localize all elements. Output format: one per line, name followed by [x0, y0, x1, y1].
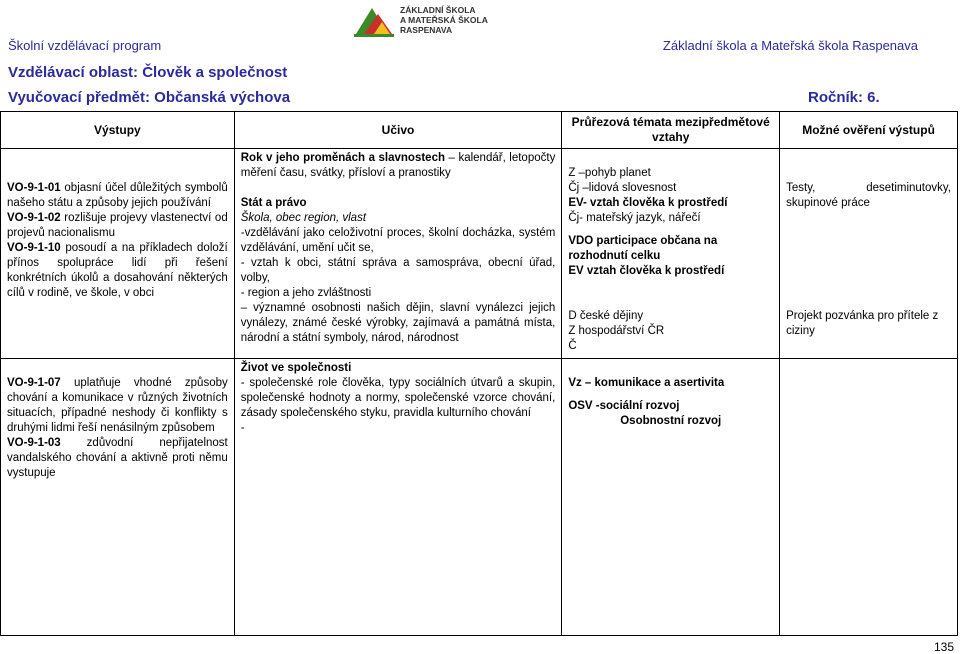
themes-cell	[562, 359, 780, 636]
theme-item: VDO participace občana na rozhodnutí celku	[568, 235, 718, 262]
col-header-themes: Průřezová témata mezipředmětové vztahy	[562, 112, 780, 149]
logo-text	[400, 5, 488, 35]
page-number: 135	[933, 640, 954, 654]
content-heading: Život ve společnosti	[240, 362, 352, 374]
program-name: Školní vzdělávací program	[8, 38, 162, 53]
content-line: - vztah k obci, státní správa a samospráva, obecní úřad, volby,	[240, 257, 556, 284]
content-line: -	[240, 422, 245, 434]
verification-cell	[780, 149, 958, 359]
curriculum-table	[0, 111, 958, 636]
table-row	[1, 359, 958, 636]
table-header-row	[1, 112, 958, 149]
content-cell	[234, 149, 562, 359]
subject-title: Vyučovací předmět: Občanská výchova	[8, 89, 291, 106]
col-header-verification: Možné ověření výstupů	[780, 112, 958, 149]
content-heading: Stát a právo	[240, 197, 307, 209]
outputs-cell	[1, 359, 235, 636]
content-line: - region a jeho zvláštnosti	[240, 287, 372, 299]
verification-item: Testy, desetiminutovky, skupinové práce	[786, 182, 951, 209]
theme-item: Osobnostní rozvoj	[620, 415, 722, 427]
output-item: VO-9-1-07 uplatňuje vhodné způsoby chování a komunikace v různých životních situacích, případné neshody či konflikty s druhými lidmi řeší nenásilným způsobem	[7, 377, 228, 434]
theme-item: Čj- mateřský jazyk, nářečí	[568, 212, 701, 224]
output-item: VO-9-1-03 zdůvodní nepřijatelnost vandalského chování a aktivně proti němu vystupuje	[7, 437, 228, 479]
grade-label: Ročník: 6.	[808, 89, 880, 106]
verification-cell	[780, 359, 958, 636]
content-line: -vzdělávání jako celoživotní proces, školní docházka, systém vzdělávání, umění učit se,	[240, 227, 556, 254]
theme-item: Č	[568, 340, 577, 352]
content-line: – významné osobnosti našich dějin, slavní vynálezci jejich vynálezy, známé české výrobky, zajímavá a památná místa, národní a státní symboly, národ, národnost	[240, 302, 556, 344]
col-header-content: Učivo	[234, 112, 562, 149]
theme-item: Vz – komunikace a asertivita	[568, 377, 725, 389]
school-name: Základní škola a Mateřská škola Raspenava	[662, 38, 918, 53]
logo-line-3: RASPENAVA	[400, 25, 453, 35]
content-intro: Rok v jeho proměnách a slavnostech – kalendář, letopočty měření času, svátky, přísloví a pranostiky	[240, 152, 556, 179]
theme-item: Z –pohyb planet	[568, 167, 651, 179]
theme-item: OSV -sociální rozvoj	[568, 400, 680, 412]
theme-item: Z hospodářství ČR	[568, 325, 665, 337]
content-subheading: Škola, obec region, vlast	[240, 212, 367, 224]
content-cell	[234, 359, 562, 636]
theme-item: EV- vztah člověka k prostředí	[568, 197, 728, 209]
verification-item: Projekt pozvánka pro přítele z ciziny	[786, 310, 939, 337]
logo-line-1: ZÁKLADNÍ ŠKOLA	[400, 5, 476, 15]
output-item: VO-9-1-01 objasní účel důležitých symbolů našeho státu a způsoby jejich používání	[7, 182, 228, 209]
content-line: - společenské role člověka, typy sociálních útvarů a skupin, společenské hodnoty a normy, společenské vzorce chování, zásady společenského styku, pravidla kulturního chování	[240, 377, 556, 419]
themes-cell	[562, 149, 780, 359]
col-header-outputs: Výstupy	[1, 112, 235, 149]
logo-line-2: A MATEŘSKÁ ŠKOLA	[400, 15, 488, 25]
output-item: VO-9-1-02 rozlišuje projevy vlastenectví od projevů nacionalismu	[7, 212, 228, 239]
table-row	[1, 149, 958, 359]
outputs-cell	[1, 149, 235, 359]
theme-item: D české dějiny	[568, 310, 644, 322]
output-item: VO-9-1-10 posoudí a na příkladech doloží přínos spolupráce lidí při řešení konkrétních úkolů a dosahování některých cílů v rodině, ve škole, v obci	[7, 242, 228, 299]
educational-area-title: Vzdělávací oblast: Člověk a společnost	[8, 64, 288, 81]
theme-item: Čj –lidová slovesnost	[568, 182, 677, 194]
theme-item: EV vztah člověka k prostředí	[568, 265, 725, 277]
